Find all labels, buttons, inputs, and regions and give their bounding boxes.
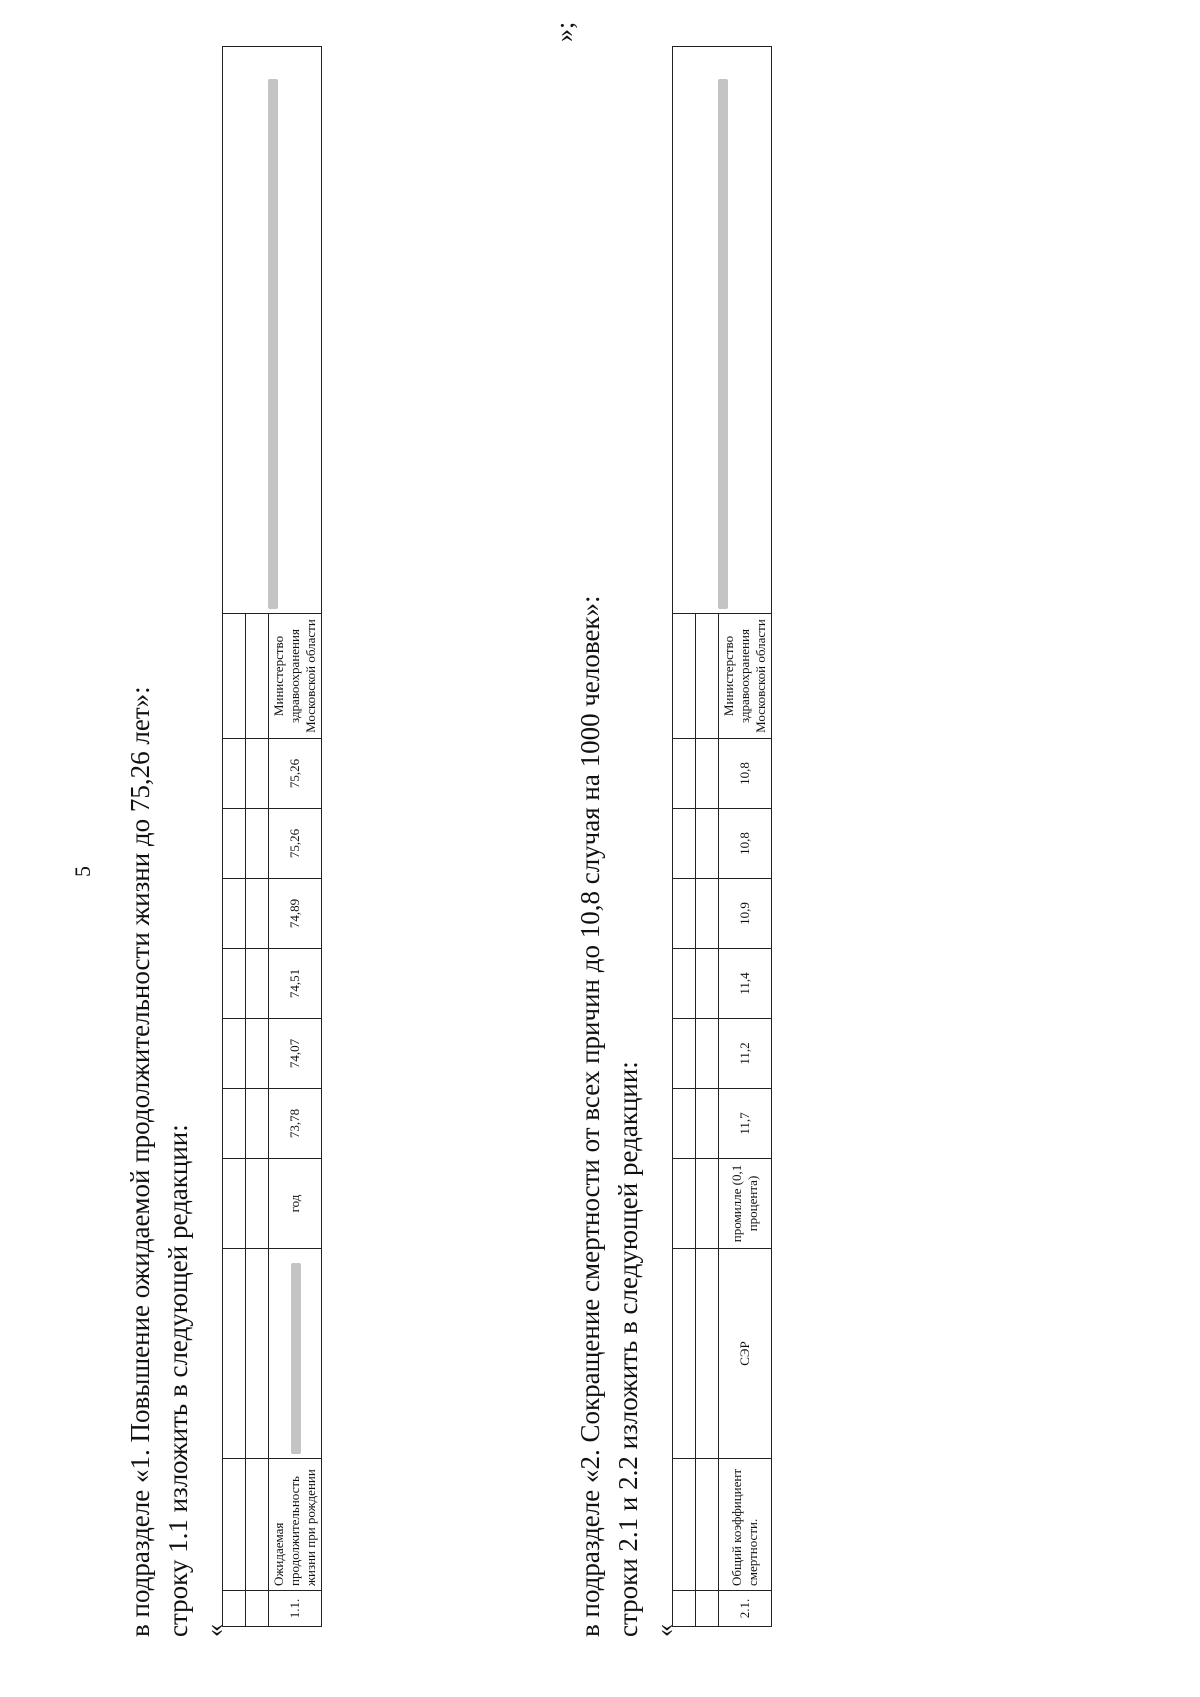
indicator-name: Ожидаемая продолжительность жизни при рождении xyxy=(269,1459,322,1591)
value-3: 74,51 xyxy=(269,949,322,1019)
table-header-row xyxy=(673,47,696,1627)
section2-intro: в подразделе «2. Сокращение смертности от всех причин до 10,8 случая на 1000 человек»: xyxy=(575,595,605,1637)
section1-open-quote: « xyxy=(200,1624,229,1637)
activity-codes xyxy=(223,47,322,614)
dot-mark: . xyxy=(744,1518,760,1523)
unit: год xyxy=(269,1159,322,1249)
section1-intro: в подразделе «1. Повышение ожидаемой продолжительности жизни до 75,26 лет»: xyxy=(125,686,155,1637)
table-header-row xyxy=(223,47,246,1627)
value-2: 74,07 xyxy=(269,1019,322,1089)
value-6: 10,8 xyxy=(719,739,772,809)
value-3: 11,4 xyxy=(719,949,772,1019)
indicator-source xyxy=(269,1249,322,1459)
value-6: 75,26 xyxy=(269,739,322,809)
value-4: 10,9 xyxy=(719,879,772,949)
value-2: 11,2 xyxy=(719,1019,772,1089)
section1-instruction: строку 1.1 изложить в следующей редакции: xyxy=(163,1124,193,1637)
page-number: 5 xyxy=(70,866,95,877)
indicator-name-text: Общий коэффициент смертности xyxy=(728,1468,760,1586)
section1-table xyxy=(222,46,322,1627)
unit: промилле (0,1 процента) xyxy=(719,1159,772,1249)
responsible-body: Министерство здравоохранения Московской области xyxy=(719,614,772,739)
activity-codes xyxy=(673,47,772,614)
section2-open-quote: « xyxy=(650,1624,679,1637)
row-number: 1.1. xyxy=(269,1591,322,1627)
responsible-body: Министерство здравоохранения Московской области xyxy=(269,614,322,739)
indicator-source: СЭР xyxy=(719,1249,772,1459)
row-number: 2.1. xyxy=(719,1591,772,1627)
value-5: 75,26 xyxy=(269,809,322,879)
value-5: 10,8 xyxy=(719,809,772,879)
value-1: 11,7 xyxy=(719,1089,772,1159)
section2-instruction: строки 2.1 и 2.2 изложить в следующей редакции: xyxy=(613,1061,643,1637)
section1-close-quote: »; xyxy=(550,21,579,42)
section2-table xyxy=(672,46,772,1627)
indicator-name xyxy=(719,1459,772,1591)
value-4: 74,89 xyxy=(269,879,322,949)
value-1: 73,78 xyxy=(269,1089,322,1159)
